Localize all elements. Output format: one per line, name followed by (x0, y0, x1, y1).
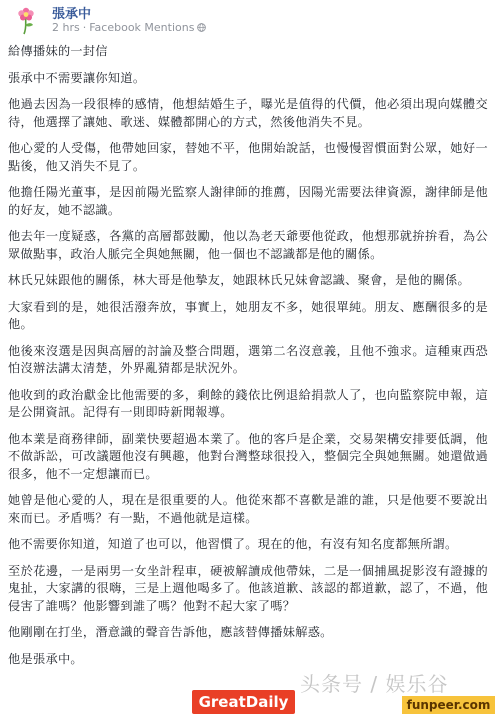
author-name[interactable]: 張承中 (52, 7, 92, 22)
post-paragraph: 他心愛的人受傷，他帶她回家，替她不平，他開始說話，也慢慢習慣面對公眾，她好一點後，他又消失不見了。 (8, 141, 488, 173)
post-source[interactable]: Facebook Mentions (89, 21, 195, 34)
post-paragraph: 給傳播妹的一封信 (8, 44, 108, 58)
flower-avatar[interactable] (10, 3, 42, 35)
post-paragraph: 他去年一度疑惑，各黨的高層都鼓勵，他以為老天爺要他從政，他想那就拚拚看，為公眾做點事，政治人脈完全與她無關，他一個也不認識都是他的關係。 (8, 229, 488, 261)
meta-separator: · (82, 21, 87, 34)
globe-icon (197, 23, 206, 32)
post-paragraph: 他剛剛在打坐，潛意識的聲音告訴他，應該替傳播妹解惑。 (8, 625, 333, 639)
funpeer-watermark: funpeer.com (402, 696, 495, 714)
post-body (8, 43, 488, 677)
post-paragraph: 林氏兄妹跟他的關係，林大哥是他摯友，她跟林氏兄妹會認識、聚會，是他的關係。 (8, 273, 471, 287)
post-paragraph: 他是張承中。 (8, 651, 83, 666)
post-header (0, 0, 495, 38)
post-paragraph: 他後來沒選是因與高層的討論及整合問題，選第二名沒意義，且他不強求。這種東西恐怕沒辦法講太清楚，外界亂猜都是狀況外。 (8, 343, 488, 375)
post-paragraph: 至於花邊，一是兩男一女坐計程車，硬被解讀成他帶妹，二是一個捕風捉影沒有證據的鬼扯，大家講的很嗨，三是上週他喝多了。他該道歉、該認的都道歉，認了，不過，他侵害了誰嗎？他影響到誰了嗎？他對不起大家了嗎？ (8, 563, 488, 613)
post-paragraph: 他不需要你知道，知道了也可以，他習慣了。現在的他，有沒有知名度都無所謂。 (8, 537, 458, 551)
post-paragraph: 張承中不需要讓你知道。 (8, 70, 146, 85)
greatdaily-watermark: GreatDaily (192, 690, 295, 714)
post-paragraph: 他過去因為一段很棒的感情，他想結婚生子，曝光是值得的代價，他必須出現向媒體交待，他選擇了讓她、歌迷、媒體都開心的方式，然後他消失不見。 (8, 97, 488, 129)
post-paragraph: 他收到的政治獻金比他需要的多，剩餘的錢依比例退給捐款人了，也向監察院申報，這是公開資訊。記得有一則即時新聞報導。 (8, 387, 488, 419)
post-meta (52, 21, 206, 34)
post-paragraph: 他本業是商務律師，副業快要超過本業了。他的客戶是企業，交易架構安排要低調，他不做訴訟，可改議題他沒有興趣，他對台灣整球很投入，整個完全與她無關。她還做過很多，他不一定想讓而已。 (8, 431, 488, 481)
post-paragraph: 她曾是他心愛的人，現在是很重要的人。他從來都不喜歡是誰的誰，只是他要不要說出來而已。矛盾嗎？有一點，不過他就是這樣。 (8, 493, 488, 525)
post-paragraph: 他擔任陽光董事，是因前陽光監察人謝律師的推薦，因陽光需要法律資源，謝律師是他的好友，她不認識。 (8, 185, 488, 217)
post-paragraph: 大家看到的是，她很活潑奔放，事實上，她朋友不多，她很單純。朋友、應酬很多的是他。 (8, 299, 488, 331)
flower-icon (10, 3, 42, 35)
toutiao-watermark: 头条号 / 娱乐谷 (300, 672, 449, 696)
post-time[interactable]: 2 hrs (52, 21, 80, 34)
